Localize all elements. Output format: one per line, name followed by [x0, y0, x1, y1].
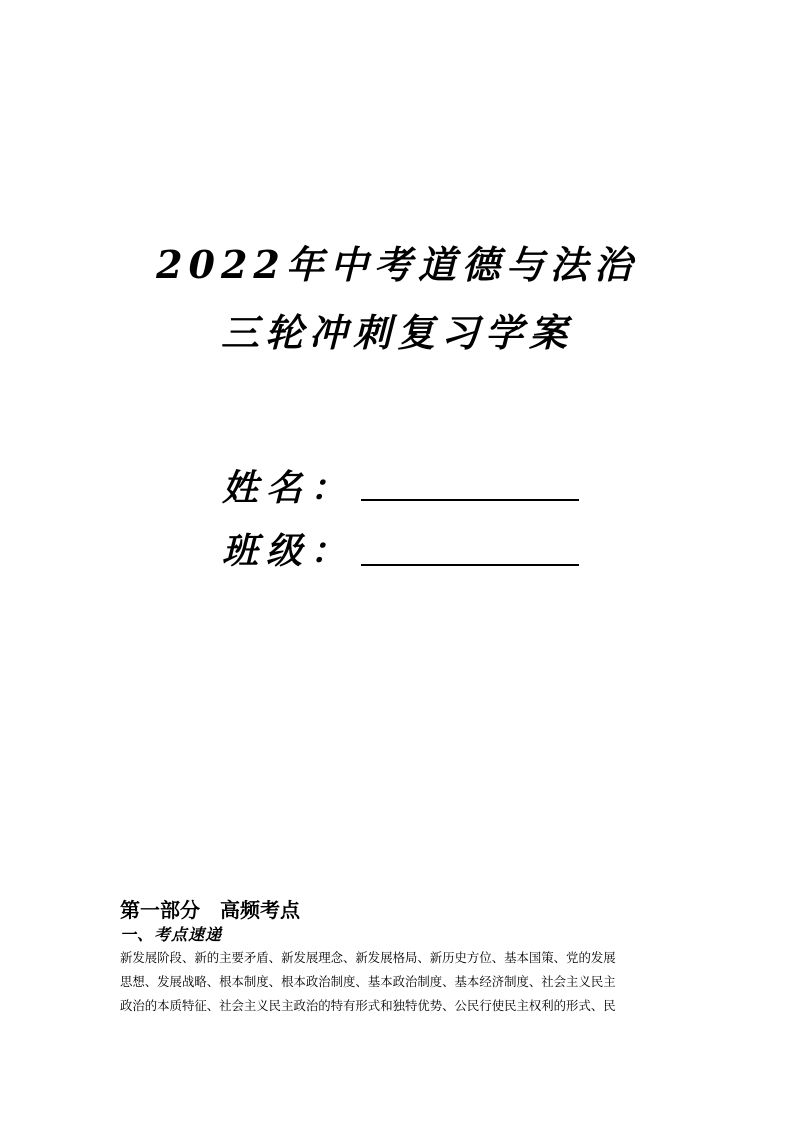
class-label: 班级： — [222, 530, 355, 572]
name-blank-line — [361, 499, 579, 501]
part-heading: 第一部分 高频考点 — [120, 898, 300, 922]
document-title-line-2: 三轮冲刺复习学案 — [220, 310, 573, 355]
section-heading: 一、考点速递 — [120, 925, 223, 944]
name-label: 姓名： — [222, 467, 355, 509]
body-paragraph — [120, 946, 676, 1018]
body-line: 思想、发展战略、根本制度、根本政治制度、基本政治制度、基本经济制度、社会主义民主 — [120, 974, 616, 989]
document-title-line-1: 2022年中考道德与法治 — [156, 242, 638, 287]
body-line: 新发展阶段、新的主要矛盾、新发展理念、新发展格局、新历史方位、基本国策、党的发展 — [120, 950, 616, 965]
class-blank-line — [361, 564, 579, 566]
body-line: 政治的本质特征、社会主义民主政治的特有形式和独特优势、公民行使民主权利的形式、民 — [120, 998, 616, 1013]
